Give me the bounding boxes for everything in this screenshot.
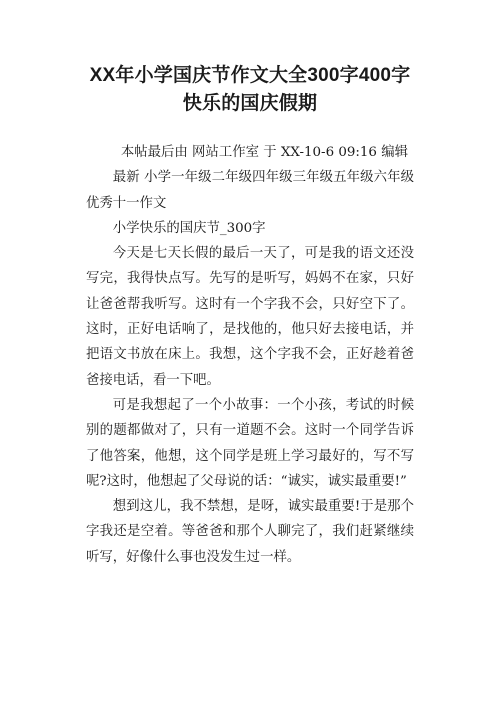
document-title: XX年小学国庆节作文大全300字400字 快乐的国庆假期 [89,65,411,114]
category-line: 最新 小学一年级二年级四年级三年级五年级六年级优秀十一作文 [86,170,414,211]
essay-paragraph-1: 今天是七天长假的最后一天了，可是我的语文还没写完，我得快点写。先写的是听写，妈妈不在家，只好让爸爸帮我听写。这时有一个字我不会，只好空下了。这时，正好电话响了，是找他的，他只好去接电话，并把语文书放在床上。我想，这个字我不会，正好趁着爸爸接电话，看一下吧。 [86,246,414,388]
essay-paragraph-3: 想到这儿，我不禁想，是呀，诚实最重要!于是那个字我还是空着。等爸爸和那个人聊完了，我们赶紧继续听写，好像什么事也没发生过一样。 [86,499,414,565]
essay-title: 小学快乐的国庆节_300字 [112,220,266,236]
essay-paragraph-2: 可是我想起了一个小故事：一个小孩，考试的时候别的题都做对了，只有一道题不会。这时一个同学告诉了他答案，他想，这个同学是班上学习最好的，写不写呢?这时，他想起了父母说的话：“诚实，诚实最重要!” [86,397,414,489]
post-meta-line: 本帖最后由 网站工作室 于 XX-10-6 09:16 编辑 [120,145,408,160]
